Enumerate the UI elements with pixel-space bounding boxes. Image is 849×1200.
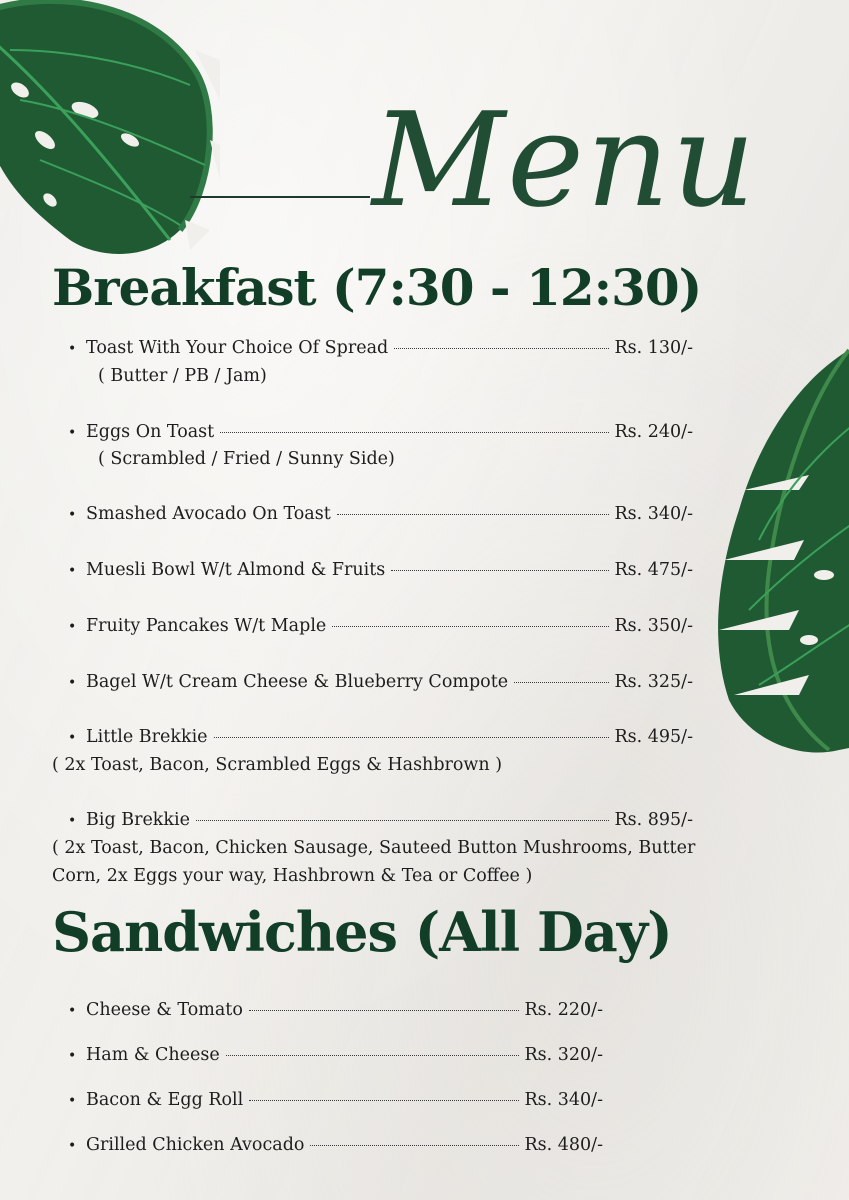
item-price: Rs. 325/-: [614, 672, 693, 692]
item-name: Toast With Your Choice Of Spread: [86, 338, 389, 358]
item-price: Rs. 340/-: [614, 504, 693, 524]
dotted-leader: [337, 514, 609, 515]
item-description: Corn, 2x Eggs your way, Hashbrown & Tea or Coffee ): [52, 866, 533, 886]
item-name: Ham & Cheese: [86, 1045, 220, 1065]
item-name: Eggs On Toast: [86, 422, 215, 442]
dotted-leader: [310, 1145, 518, 1146]
dotted-leader: [196, 820, 609, 821]
item-price: Rs. 495/-: [614, 727, 693, 747]
dotted-leader: [514, 682, 608, 683]
bullet-icon: •: [68, 425, 77, 441]
item-description: ( 2x Toast, Bacon, Chicken Sausage, Sauteed Button Mushrooms, Butter: [52, 838, 696, 858]
dotted-leader: [249, 1100, 518, 1101]
bullet-icon: •: [68, 813, 77, 829]
sandwiches-section-title: Sandwiches (All Day): [52, 900, 672, 964]
dotted-leader: [249, 1010, 519, 1011]
bullet-icon: •: [68, 1003, 77, 1019]
item-price: Rs. 480/-: [524, 1135, 603, 1155]
item-price: Rs. 895/-: [614, 810, 693, 830]
item-price: Rs. 240/-: [614, 422, 693, 442]
menu-item: [68, 1090, 603, 1110]
item-options: ( Scrambled / Fried / Sunny Side): [98, 449, 395, 469]
title-flourish-line: [190, 196, 370, 198]
dotted-leader: [226, 1055, 519, 1056]
item-price: Rs. 320/-: [524, 1045, 603, 1065]
item-name: Bagel W/t Cream Cheese & Blueberry Compote: [86, 672, 509, 692]
item-name: Little Brekkie: [86, 727, 208, 747]
menu-item: [68, 560, 693, 580]
bullet-icon: •: [68, 507, 77, 523]
dotted-leader: [391, 570, 608, 571]
bullet-icon: •: [68, 341, 77, 357]
item-price: Rs. 220/-: [524, 1000, 603, 1020]
item-price: Rs. 350/-: [614, 616, 693, 636]
menu-item: [68, 1000, 603, 1020]
dotted-leader: [220, 432, 608, 433]
menu-item: [68, 338, 693, 358]
dotted-leader: [214, 737, 609, 738]
menu-item: [68, 504, 693, 524]
monstera-leaf-icon: [0, 0, 220, 270]
item-options: ( Butter / PB / Jam): [98, 366, 267, 386]
item-description: ( 2x Toast, Bacon, Scrambled Eggs & Hashbrown ): [52, 755, 503, 775]
bullet-icon: •: [68, 1048, 77, 1064]
breakfast-section-title: Breakfast (7:30 - 12:30): [52, 258, 702, 317]
item-name: Smashed Avocado On Toast: [86, 504, 331, 524]
dotted-leader: [394, 348, 608, 349]
monstera-leaf-icon: [689, 340, 849, 760]
menu-item: [68, 616, 693, 636]
menu-item: [68, 1045, 603, 1065]
dotted-leader: [332, 626, 608, 627]
menu-item: [68, 672, 693, 692]
item-price: Rs. 475/-: [614, 560, 693, 580]
item-name: Cheese & Tomato: [86, 1000, 243, 1020]
menu-item: [68, 1135, 603, 1155]
item-name: Grilled Chicken Avocado: [86, 1135, 305, 1155]
menu-item: [68, 727, 693, 747]
item-price: Rs. 130/-: [614, 338, 693, 358]
item-name: Big Brekkie: [86, 810, 190, 830]
bullet-icon: •: [68, 619, 77, 635]
bullet-icon: •: [68, 1093, 77, 1109]
page-title: Menu: [372, 84, 758, 236]
menu-item: [68, 810, 693, 830]
bullet-icon: •: [68, 730, 77, 746]
bullet-icon: •: [68, 675, 77, 691]
item-name: Bacon & Egg Roll: [86, 1090, 244, 1110]
bullet-icon: •: [68, 563, 77, 579]
menu-item: [68, 422, 693, 442]
bullet-icon: •: [68, 1138, 77, 1154]
item-price: Rs. 340/-: [524, 1090, 603, 1110]
item-name: Fruity Pancakes W/t Maple: [86, 616, 327, 636]
item-name: Muesli Bowl W/t Almond & Fruits: [86, 560, 386, 580]
